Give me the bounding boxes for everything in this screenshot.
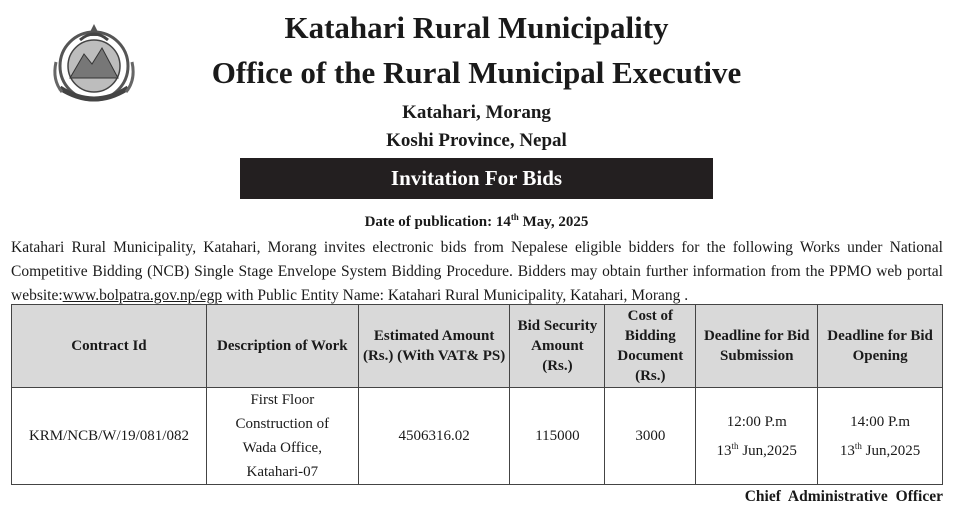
opening-day: 13 — [839, 442, 855, 459]
invitation-banner — [240, 158, 713, 199]
submission-deadline-cell — [696, 388, 818, 485]
document-cost-cell: 3000 — [605, 388, 696, 485]
opening-deadline-cell — [818, 388, 943, 485]
col-header: Deadline for Bid Submission — [696, 305, 818, 388]
col-header: Estimated Amount (Rs.) (With VAT& PS) — [358, 305, 510, 388]
col-header: Bid Security Amount (Rs.) — [510, 305, 605, 388]
submission-date — [700, 434, 813, 463]
description-cell: First Floor Construction of Wada Office, Katahari-07 — [206, 388, 358, 485]
publication-date — [0, 212, 953, 231]
opening-date — [822, 434, 938, 463]
opening-suffix: th — [854, 440, 862, 451]
table-header-row — [12, 305, 943, 388]
office-title-line2: Office of the Rural Municipal Executive — [211, 55, 742, 90]
publication-suffix: th — [510, 212, 519, 222]
submission-date-rest: Jun,2025 — [738, 442, 797, 459]
intro-text-end: with Public Entity Name: Katahari Rural Municipality, Katahari, Morang . — [222, 287, 689, 304]
address-line2: Koshi Province, Nepal — [386, 130, 567, 151]
bolpatra-link[interactable]: www.bolpatra.gov.np/egp — [62, 287, 223, 304]
bids-table — [11, 304, 943, 485]
submission-day: 13 — [716, 442, 732, 459]
col-header: Deadline for Bid Opening — [818, 305, 943, 388]
contract-id-cell: KRM/NCB/W/19/081/082 — [12, 388, 207, 485]
address-line1: Katahari, Morang — [402, 102, 551, 123]
col-header: Cost of Bidding Document (Rs.) — [605, 305, 696, 388]
submission-suffix: th — [731, 440, 739, 451]
table-row — [12, 388, 943, 485]
signature: Chief Administrative Officer — [744, 488, 943, 505]
office-title-line1: Katahari Rural Municipality — [284, 10, 669, 45]
bid-security-cell: 115000 — [510, 388, 605, 485]
publication-label: Date of publication: 14 — [364, 214, 511, 230]
banner-label: Invitation For Bids — [390, 166, 563, 190]
intro-text: Katahari Rural Municipality, Katahari, Morang invites electronic bids from Nepalese eligible bidders for the following Works under National Competitive Bidding (NCB) Single Stage Envelope System Bidding Procedure. Bidders may obtain further information from the PPMO web portal website: — [11, 239, 943, 304]
submission-time: 12:00 P.m — [726, 413, 787, 430]
opening-date-rest: Jun,2025 — [861, 442, 921, 459]
opening-time: 14:00 P.m — [850, 413, 911, 430]
intro-paragraph — [11, 236, 943, 308]
publication-date-rest: May, 2025 — [518, 214, 589, 230]
estimated-amount-cell: 4506316.02 — [358, 388, 510, 485]
col-header: Contract Id — [12, 305, 207, 388]
col-header: Description of Work — [206, 305, 358, 388]
